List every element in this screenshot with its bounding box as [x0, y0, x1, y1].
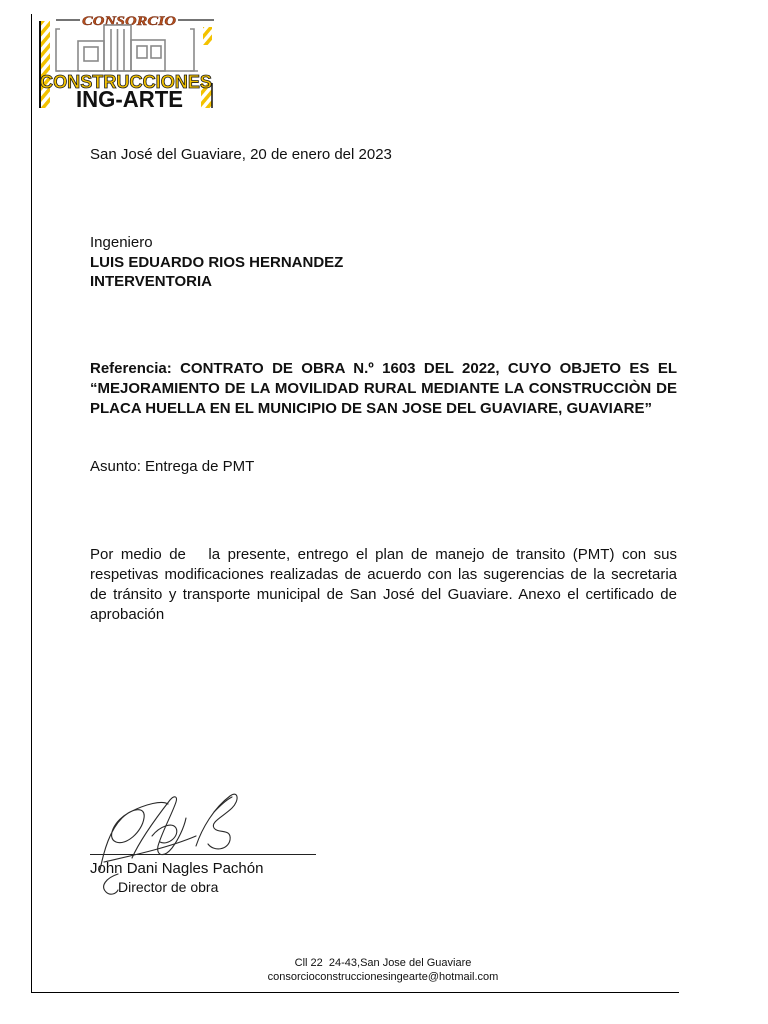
subject-line: Asunto: Entrega de PMT	[90, 458, 255, 475]
footer-email: consorcioconstruccionesingearte@hotmail.com	[267, 971, 499, 983]
building-left-window	[84, 47, 98, 61]
signature-stroke	[104, 836, 196, 862]
body-line: respetivas modificaciones realizadas de acuerdo con las sugerencias de la secretaria	[90, 566, 677, 583]
logo-building-icon	[56, 25, 198, 71]
body-line: de tránsito y transporte municipal de San José del Guaviare. Anexo el certificado de	[90, 586, 677, 603]
bottom-margin-rule	[31, 992, 679, 993]
recipient-block	[90, 233, 343, 292]
left-hazard-bar	[40, 21, 50, 108]
signature-stroke	[100, 802, 168, 870]
signer-role: Director de obra	[118, 879, 219, 895]
signature-strokes	[100, 794, 237, 894]
logo-consorcio-text: CONSORCIO	[82, 13, 177, 28]
building-left-block	[78, 41, 104, 71]
building-right-window	[137, 46, 147, 58]
logo-construcciones-text: CONSTRUCCIONES	[40, 72, 212, 92]
recipient-title: Ingeniero	[90, 234, 153, 251]
handwritten-signature	[80, 785, 250, 900]
right-top-hazard-bar	[203, 27, 212, 45]
body-line: Por medio de la presente, entrego el plan de manejo de transito (PMT) con sus	[90, 546, 677, 563]
reference-line: Referencia: CONTRATO DE OBRA N.º 1603 DEL 2022, CUYO OBJETO ES EL	[90, 360, 677, 377]
signer-name: John Dani Nagles Pachón	[90, 860, 264, 877]
reference-line: PLACA HUELLA EN EL MUNICIPIO DE SAN JOSE DEL GUAVIARE, GUAVIARE”	[90, 400, 653, 417]
date-line: San José del Guaviare, 20 de enero del 2023	[90, 146, 392, 163]
recipient-office: INTERVENTORIA	[90, 273, 212, 290]
company-logo	[38, 13, 216, 109]
logo-top-banner	[56, 13, 214, 28]
recipient-name: LUIS EDUARDO RIOS HERNANDEZ	[90, 253, 344, 271]
reference-paragraph	[90, 359, 677, 419]
building-right-bracket	[190, 29, 194, 71]
building-right-block	[131, 40, 165, 71]
signature-stroke	[104, 874, 118, 894]
signature-stroke	[196, 794, 237, 849]
logo-ing-arte-text: ING-ARTE	[76, 86, 183, 109]
building-left-bracket	[56, 29, 60, 71]
body-paragraph	[90, 545, 677, 625]
reference-line: “MEJORAMIENTO DE LA MOVILIDAD RURAL MEDIANTE LA CONSTRUCCIÒN DE	[90, 380, 677, 397]
building-right-window	[151, 46, 161, 58]
left-margin-rule	[31, 14, 32, 993]
body-line: aprobación	[90, 606, 165, 623]
footer-address: Cll 22 24-43,San Jose del Guaviare	[294, 957, 472, 969]
page-footer	[183, 956, 583, 984]
